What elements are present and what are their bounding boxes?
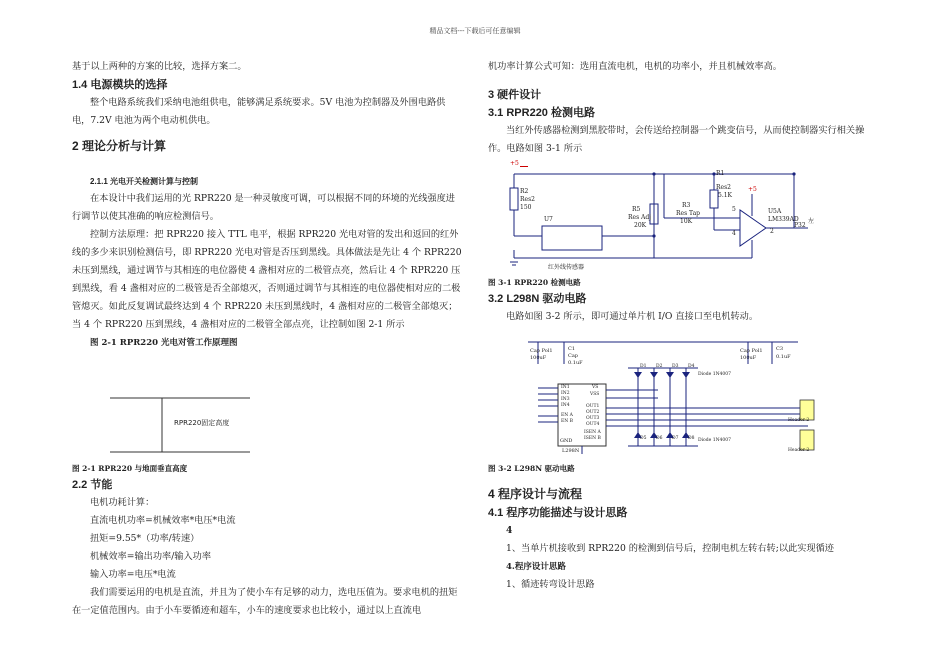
diode-d8: D8: [688, 436, 695, 441]
section-3-2-title: 3.2 L298N 驱动电路: [488, 293, 587, 305]
figure-2-1: [72, 352, 462, 462]
section-4-1-title: 4.1 程序功能描述与设计思路: [488, 507, 628, 519]
r2-label: R2: [520, 188, 529, 195]
c1-value: 0.1uF: [568, 360, 583, 366]
section-4-title: 4 程序设计与流程: [488, 487, 583, 501]
diode-type-top: Diode 1N4007: [698, 372, 731, 377]
section-2-1-1-para-1: 在本设计中我们运用的光 RPR220 是一种灵敏度可调，可以根据不同的环境的光线强度进行调节以使其准确的响应检测信号。: [72, 193, 455, 222]
r1-type: Res2: [716, 184, 731, 191]
section-1-4-text: 整个电路系统我们采纳电池组供电，能够满足系统要求。5V 电池为控制器及外围电路供电，7.2V 电池为两个电动机供电。: [72, 97, 446, 126]
motor-header-2: Header 2: [788, 448, 810, 453]
section-3-1-title: 3.1 RPR220 检测电路: [488, 107, 595, 119]
cap1-value: 100uF: [530, 355, 547, 361]
p32-label: P32: [794, 222, 806, 229]
section-3-title: 3 硬件设计: [488, 89, 542, 101]
page-header: 精品文档---下载后可任意编辑: [429, 27, 521, 35]
diode-d4: D4: [688, 364, 695, 369]
pin-vs: VS: [592, 385, 599, 390]
section-4-1-text: 1、当单片机接收到 RPR220 的检测到信号后，控制电机左转右转;以此实现循迹: [506, 543, 834, 554]
figure-3-2: [508, 328, 820, 458]
section-2-2-text: 我们需要运用的电机是直流，并且为了使小车有足够的动力，选电压值为。要求电机的扭矩在一定值范围内。由于小车要循迹和超车，小车的速度要求也比较小，通过以上直流电: [72, 587, 458, 616]
r2-type: Res2: [520, 196, 535, 203]
diode-type-bottom: Diode 1N4007: [698, 438, 731, 443]
vcc-label-1: +5: [510, 160, 519, 167]
section-1-4-title: 1.4 电源模块的选择: [72, 79, 168, 91]
diode-d2: D2: [656, 364, 663, 369]
pin-in1: IN1: [561, 385, 570, 390]
pin-isen-a: ISEN A: [584, 430, 601, 435]
r2-value: 150: [520, 204, 532, 211]
r1-label: R1: [716, 170, 725, 177]
pin-4-label: 4: [732, 230, 736, 237]
figure-3-1-caption: 图 3-1 RPR220 检测电路: [488, 278, 581, 287]
pin-in4: IN4: [561, 403, 570, 408]
section-3-2-text: 电路如图 3-2 所示，即可通过单片机 I/O 直接口至电机转动。: [506, 311, 759, 322]
diode-d5: D5: [640, 436, 647, 441]
figure-3-2-caption: 图 3-2 L298N 驱动电路: [488, 464, 575, 473]
r3-type: Res Tap: [676, 210, 701, 217]
u5-label: U5A: [768, 208, 782, 215]
c3-label: C3: [776, 346, 784, 352]
c1-label: C1: [568, 346, 576, 352]
energy-line-3: 扭矩=9.55*（功率/转速）: [90, 533, 200, 544]
figure-2-1-label: 图 2-1 RPR220 光电对管工作原理图: [90, 338, 238, 348]
r5-value: 20K: [634, 222, 647, 229]
r5-label: R5: [632, 206, 641, 213]
pin-2-label: 2: [770, 228, 774, 235]
section-2-2-title: 2.2 节能: [72, 479, 113, 491]
left-column: [72, 58, 462, 620]
pin-out2: OUT2: [586, 410, 600, 415]
figure-3-1: [504, 158, 844, 276]
number-4: 4: [506, 525, 513, 536]
section-2-1-1-title: 2.1.1 光电开关检测计算与控制: [90, 177, 199, 186]
l298n-label: L298N: [562, 448, 580, 454]
diode-d3: D3: [672, 364, 679, 369]
section-3-1-text: 当红外传感器检测到黑胶带时，会传送给控制器一个跳变信号，从而使控制器实行相关操作。电路如图 3-1 所示: [488, 125, 865, 154]
section-2-title: 2 理论分析与计算: [72, 139, 167, 153]
figure-2-1-diagram: [72, 352, 462, 462]
pin-ena: EN A: [561, 413, 573, 418]
r1-value: 5.1K: [718, 192, 733, 199]
pin-in3: IN3: [561, 397, 570, 402]
continued-text: 机功率计算公式可知：选用直流电机，电机的功率小，并且机械效率高。: [488, 61, 782, 72]
sensor-label: 红外线传感器: [548, 264, 585, 271]
gnd-label: GND: [560, 438, 573, 444]
energy-line-5: 输入功率=电压*电流: [90, 569, 176, 580]
energy-line-4: 机械效率=输出功率/输入功率: [90, 551, 212, 562]
pin-isen-b: ISEN B: [584, 436, 601, 441]
c1-type: Cap: [568, 353, 579, 359]
energy-line-1: 电机功耗计算：: [90, 497, 155, 508]
diode-d1: D1: [640, 364, 647, 369]
pin-in2: IN2: [561, 391, 570, 396]
intro-text: 基于以上两种的方案的比较，选择方案二。: [72, 61, 247, 72]
pin-5-label: 5: [732, 206, 736, 213]
pin-vss: VSS: [590, 392, 600, 397]
figure-2-1-caption: 图 2-1 RPR220 与地面垂直高度: [72, 464, 188, 473]
cap2-label: Cap Pol1: [740, 348, 763, 354]
u7-label: U7: [544, 216, 553, 223]
r3-value: 10K: [680, 218, 693, 225]
motor-header-1: Header 2: [788, 418, 810, 423]
figure-2-1-text: RPR220固定高度: [174, 419, 230, 427]
pin-enb: EN B: [561, 419, 573, 424]
program-design-text: 1、循迹转弯设计思路: [506, 579, 595, 590]
energy-line-2: 直流电机功率=机械效率*电压*电流: [90, 515, 236, 526]
lm339-label: LM339AD: [768, 216, 799, 223]
cap1-label: Cap Pol1: [530, 348, 553, 354]
vcc-label-2: +5: [748, 186, 757, 193]
section-2-1-1-para-2: 控制方法原理：把 RPR220 接入 TTL 电平，根据 RPR220 光电对管的发出和返回的红外线的多少来识别检测信号，即 RPR220 光电对管是否压到黑线。具体做法是先让 4 个 RPR220 未压到黑线，通过调节与其相连的电位器使 4 盏相对应的二极管点亮，然后让 4 个 RPR220 压到黑线，看 4 盏相对应的二极管是否全部熄灭，否则通过调节与其相连的电位器使相对应的二极管熄灭。如此反复调试最终达到 4 个 RPR220 未压到黑线时，4 盏相对应的二极管全部熄灭；当 4 个 RPR220 压到黑线，4 盏相对应的二极管全部点亮，让控制如图 2-1 所示: [72, 229, 462, 330]
right-column: [488, 58, 880, 594]
left-label: 左: [808, 218, 815, 225]
r5-type: Res Adj: [628, 214, 652, 221]
program-design-title: 4.程序设计思路: [506, 562, 566, 572]
r3-label: R3: [682, 202, 691, 209]
c3-value: 0.1uF: [776, 354, 791, 360]
diode-d7: D7: [672, 436, 679, 441]
l298n-circuit-diagram: [508, 328, 820, 458]
cap2-value: 100uF: [740, 355, 757, 361]
pin-out3: OUT3: [586, 416, 600, 421]
pin-out1: OUT1: [586, 404, 600, 409]
diode-d6: D6: [656, 436, 663, 441]
pin-out4: OUT4: [586, 422, 600, 427]
